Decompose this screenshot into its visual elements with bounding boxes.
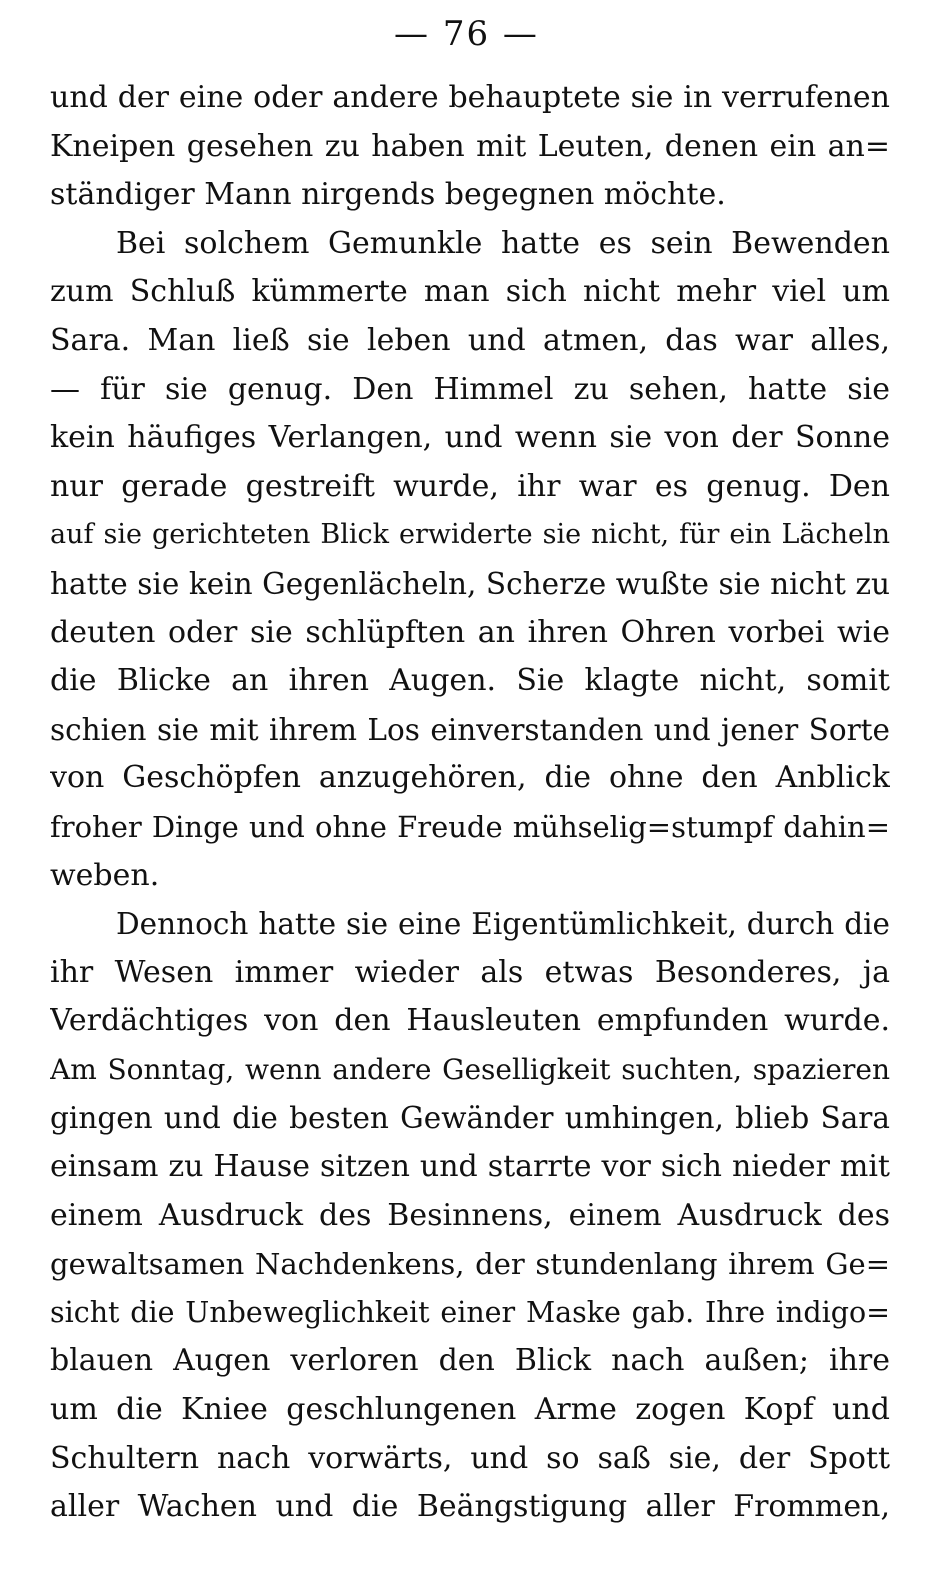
body-text (50, 74, 890, 1532)
text-line: Am Sonntag, wenn andere Geselligkeit suchten, spazieren (50, 1052, 890, 1086)
text-line: sicht die Unbeweglichkeit einer Maske gab. Ihre indigo= (50, 1295, 890, 1329)
text-line: froher Dinge und ohne Freude mühselig=stumpf dahin= (50, 809, 890, 844)
text-line: blauen Augen verloren den Blick nach außen; ihre (50, 1343, 890, 1379)
text-line: gewaltsamen Nachdenkens, der stundenlang ihrem Ge= (50, 1247, 890, 1282)
text-line: Verdächtiges von den Hausleuten empfunden wurde. (50, 1003, 890, 1039)
text-line: um die Kniee geschlungenen Arme zogen Kopf und (50, 1392, 890, 1428)
text-line: einem Ausdruck des Besinnens, einem Ausdruck des (50, 1197, 890, 1233)
text-line: kein häufiges Verlangen, und wenn sie von der Sonne (50, 420, 890, 456)
text-line: hatte sie kein Gegenlächeln, Scherze wußte sie nicht zu (50, 566, 890, 601)
text-line: auf sie gerichteten Blick erwiderte sie nicht, für ein Lächeln (50, 519, 890, 551)
text-line: Kneipen gesehen zu haben mit Leuten, denen ein an= (50, 128, 890, 164)
text-line: und der eine oder andere behauptete sie in verrufenen (50, 80, 890, 115)
text-line: schien sie mit ihrem Los einverstanden und jener Sorte (50, 712, 890, 747)
text-line: nur gerade gestreift wurde, ihr war es genug. Den (50, 468, 890, 504)
text-line: einsam zu Hause sitzen und starrte vor sich nieder mit (50, 1149, 890, 1185)
text-line: ihr Wesen immer wieder als etwas Besonderes, ja (50, 954, 890, 990)
text-line: von Geschöpfen anzugehören, die ohne den Anblick (50, 760, 890, 796)
text-line: aller Wachen und die Beängstigung aller Frommen, (50, 1489, 890, 1525)
text-line: zum Schluß kümmerte man sich nicht mehr viel um (50, 274, 890, 310)
text-line: — für sie genug. Den Himmel zu sehen, hatte sie (50, 371, 890, 407)
text-line: die Blicke an ihren Augen. Sie klagte nicht, somit (50, 663, 890, 699)
text-line: ständiger Mann nirgends begegnen möchte. (50, 177, 726, 213)
text-line: weben. (50, 857, 160, 893)
text-line: Sara. Man ließ sie leben und atmen, das war alles, (50, 322, 890, 358)
text-line: Schultern nach vorwärts, und so saß sie, der Spott (50, 1440, 890, 1476)
paragraph-first-line: Dennoch hatte sie eine Eigentümlichkeit, durch die (116, 907, 890, 942)
text-line: gingen und die besten Gewänder umhingen, blieb Sara (50, 1101, 890, 1136)
text-line: deuten oder sie schlüpften an ihren Ohren vorbei wie (50, 614, 890, 650)
page-number: — 76 — (394, 14, 539, 54)
paragraph-first-line: Bei solchem Gemunkle hatte es sein Bewenden (116, 225, 890, 261)
